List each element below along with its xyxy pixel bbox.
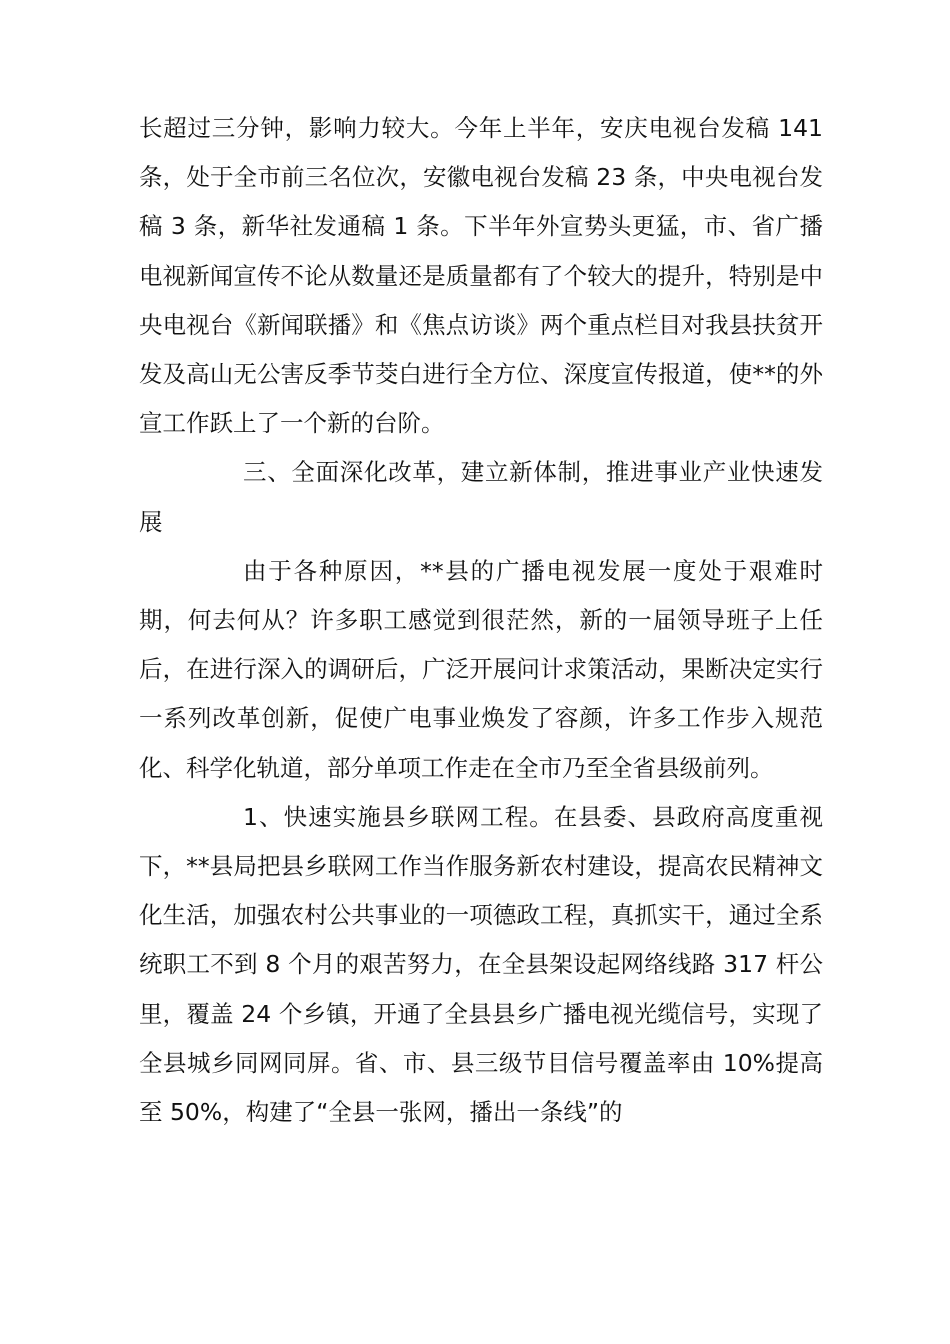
section-heading: 三、全面深化改革，建立新体制，推进事业产业快速发展 [139, 458, 823, 536]
paragraph-network-project: 1、快速实施县乡联网工程。在县委、县政府高度重视下，**县局把县乡联网工作当作服务新农村建设，提高农民精神文化生活，加强农村公共事业的一项德政工程，真抓实干，通过全系统职工不到 8 个月的艰苦努力，在全县架设起网络线路 317 杆公里，覆盖 24 个乡镇，开通了全县县乡广播电视光缆信号，实现了全县城乡同网同屏。省、市、县三级节目信号覆盖率由 10%提高至 50%，构建了“全县一张网，播出一条线”的 [139, 802, 823, 1127]
paragraph-continuation: 长超过三分钟，影响力较大。今年上半年，安庆电视台发稿 141 条，处于全市前三名位次，安徽电视台发稿 23 条，中央电视台发稿 3 条，新华社发通稿 1 条。下半年外宣势头更猛，市、省广播电视新闻宣传不论从数量还是质量都有了个较大的提升，特别是中央电视台《新闻联播》和《焦点访谈》两个重点栏目对我县扶贫开发及高山无公害反季节茭白进行全方位、深度宣传报道，使**的外宣工作跃上了一个新的台阶。 [139, 114, 823, 438]
paragraph-reform: 由于各种原因，**县的广播电视发展一度处于艰难时期，何去何从？许多职工感觉到很茫然，新的一届领导班子上任后，在进行深入的调研后，广泛开展问计求策活动，果断决定实行一系列改革创新，促使广电事业焕发了容颜，许多工作步入规范化、科学化轨道，部分单项工作走在全市乃至全省县级前列。 [139, 556, 823, 782]
document-body [139, 104, 823, 1137]
